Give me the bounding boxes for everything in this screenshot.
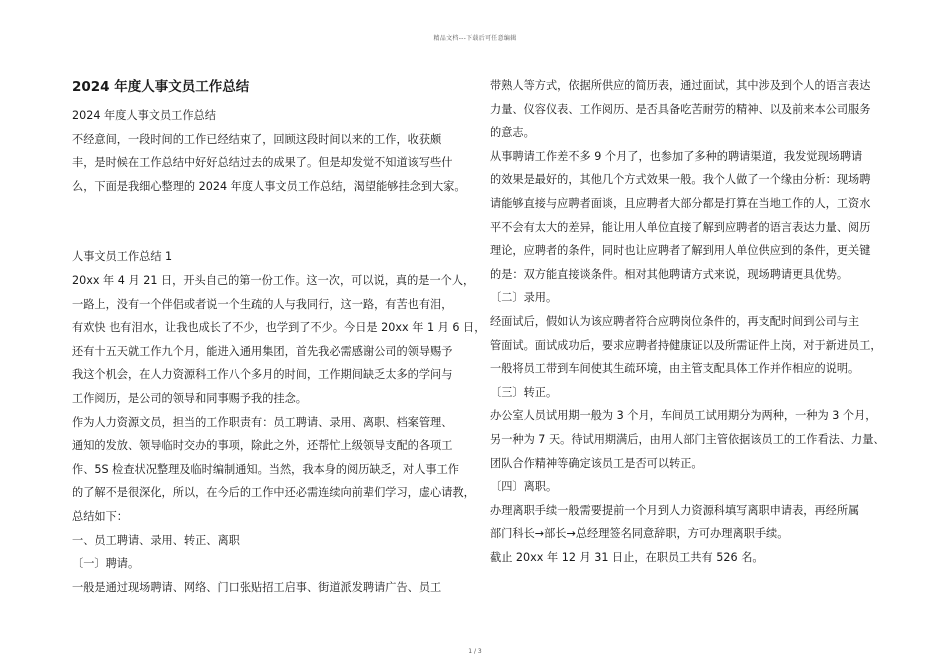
continued-block (490, 74, 885, 569)
text-line: 我这个机会，在人力资源科工作八个多月的时间，工作期间缺乏太多的学问与 (72, 368, 453, 382)
text-line: 通知的发放、领导临时交办的事项，除此之外，还帮忙上级领导支配的各项工 (72, 439, 453, 453)
page-number: 1 / 3 (468, 648, 482, 655)
text-line: 作、5S 检查状况整理及临时编制通知。当然，我本身的阅历缺乏，对人事工作 (72, 462, 459, 476)
text-line: 人事文员工作总结 1 (72, 250, 173, 264)
text-line: 从事聘请工作差不多 9 个月了，也参加了多种的聘请渠道，我发觉现场聘请 (490, 149, 863, 163)
text-line: 的意志。 (490, 126, 535, 140)
text-line: 的效果是最好的，其他几个方式效果一般。我个人做了一个缘由分析：现场聘 (490, 173, 871, 187)
text-line: 管面试。面试成功后，要求应聘者持健康证以及所需证件上岗，对于新进员工， (490, 338, 882, 352)
page-header: 精品文档---下载后可任意编辑 (433, 35, 517, 42)
text-line: 〔二〕录用。 (490, 291, 558, 305)
summary-1-block (72, 245, 486, 599)
text-line: 20xx 年 4 月 21 日，开头自己的第一份工作。这一次，可以说，真的是一个人， (72, 273, 475, 287)
text-line: 另一种为 7 天。待试用期满后，由用人部门主管依据该员工的工作看法、力量、 (490, 432, 885, 446)
text-line: 不经意间，一段时间的工作已经结束了，回顾这段时间以来的工作，收获颇 (72, 132, 442, 146)
text-line: 一般将员工带到车间使其生疏环境，由主管支配具体工作并作相应的说明。 (490, 362, 860, 376)
text-line: 力量、仪容仪表、工作阅历、是否具备吃苦耐劳的精神、以及前来本公司服务 (490, 102, 871, 116)
text-line: 平不会有太大的差异，能让用人单位直接了解到应聘者的语言表达力量、阅历 (490, 220, 871, 234)
text-line: 〔三〕转正。 (490, 385, 558, 399)
text-line: 一、员工聘请、录用、转正、离职 (72, 533, 240, 547)
intro-block (72, 104, 464, 198)
text-line: 团队合作精神等确定该员工是否可以转正。 (490, 456, 703, 470)
document-title: 2024 年度人事文员工作总结 (72, 79, 250, 95)
text-line: 么，下面是我细心整理的 2024 年度人事文员工作总结，渴望能够挂念到大家。 (72, 179, 466, 193)
text-line: 有欢快 也有泪水，让我也成长了不少，也学到了不少。今日是 20xx 年 1 月 6 日， (72, 321, 486, 335)
text-line: 2024 年度人事文员工作总结 (72, 109, 216, 122)
text-line: 请能够直接与应聘者面谈，且应聘者大部分都是打算在当地工作的人，工资水 (490, 196, 871, 210)
right-column (490, 74, 885, 569)
text-line: 丰，是时候在工作总结中好好总结过去的成果了。但是却发觉不知道该写些什 (72, 156, 453, 170)
text-line: 还有十五天就工作九个月，能进入通用集团，首先我必需感谢公司的领导赐予 (72, 344, 453, 358)
text-line: 理论，应聘者的条件，同时也让应聘者了解到用人单位供应到的条件，更关键 (490, 244, 871, 258)
text-line: 经面试后，假如认为该应聘者符合应聘岗位条件的，再支配时间到公司与主 (490, 314, 860, 328)
text-line: 的是：双方能直接谈条件。相对其他聘请方式来说，现场聘请更具优势。 (490, 267, 849, 281)
text-line: 工作阅历，是公司的领导和同事赐予我的挂念。 (72, 391, 307, 405)
text-line: 一般是通过现场聘请、网络、门口张贴招工启事、街道派发聘请广告、员工 (72, 580, 442, 594)
text-line: 办理离职手续一般需要提前一个月到人力资源科填写离职申请表，再经所属 (490, 503, 860, 517)
text-line: 带熟人等方式，依据所供应的简历表，通过面试，其中涉及到个人的语言表达 (490, 79, 871, 92)
left-column (72, 74, 486, 599)
text-line: 办公室人员试用期一般为 3 个月，车间员工试用期分为两种，一种为 3 个月， (490, 409, 877, 423)
text-line: 〔一〕聘请。 (72, 557, 140, 571)
text-line: 的了解不是很深化，所以，在今后的工作中还必需连续向前辈们学习，虚心请教， (72, 486, 475, 500)
text-line: 〔四〕离职。 (490, 480, 558, 494)
text-line: 总结如下： (72, 509, 128, 523)
text-line: 部门科长→部长→总经理签名同意辞职，方可办理离职手续。 (490, 527, 789, 541)
paragraph-gap (72, 198, 464, 245)
text-line: 作为人力资源文员，担当的工作职责有：员工聘请、录用、离职、档案管理、 (72, 415, 453, 429)
text-line: 一路上，没有一个伴侣或者说一个生疏的人与我同行，这一路，有苦也有泪， (72, 297, 453, 311)
text-line: 截止 20xx 年 12 月 31 日止，在职员工共有 526 名。 (490, 550, 764, 564)
